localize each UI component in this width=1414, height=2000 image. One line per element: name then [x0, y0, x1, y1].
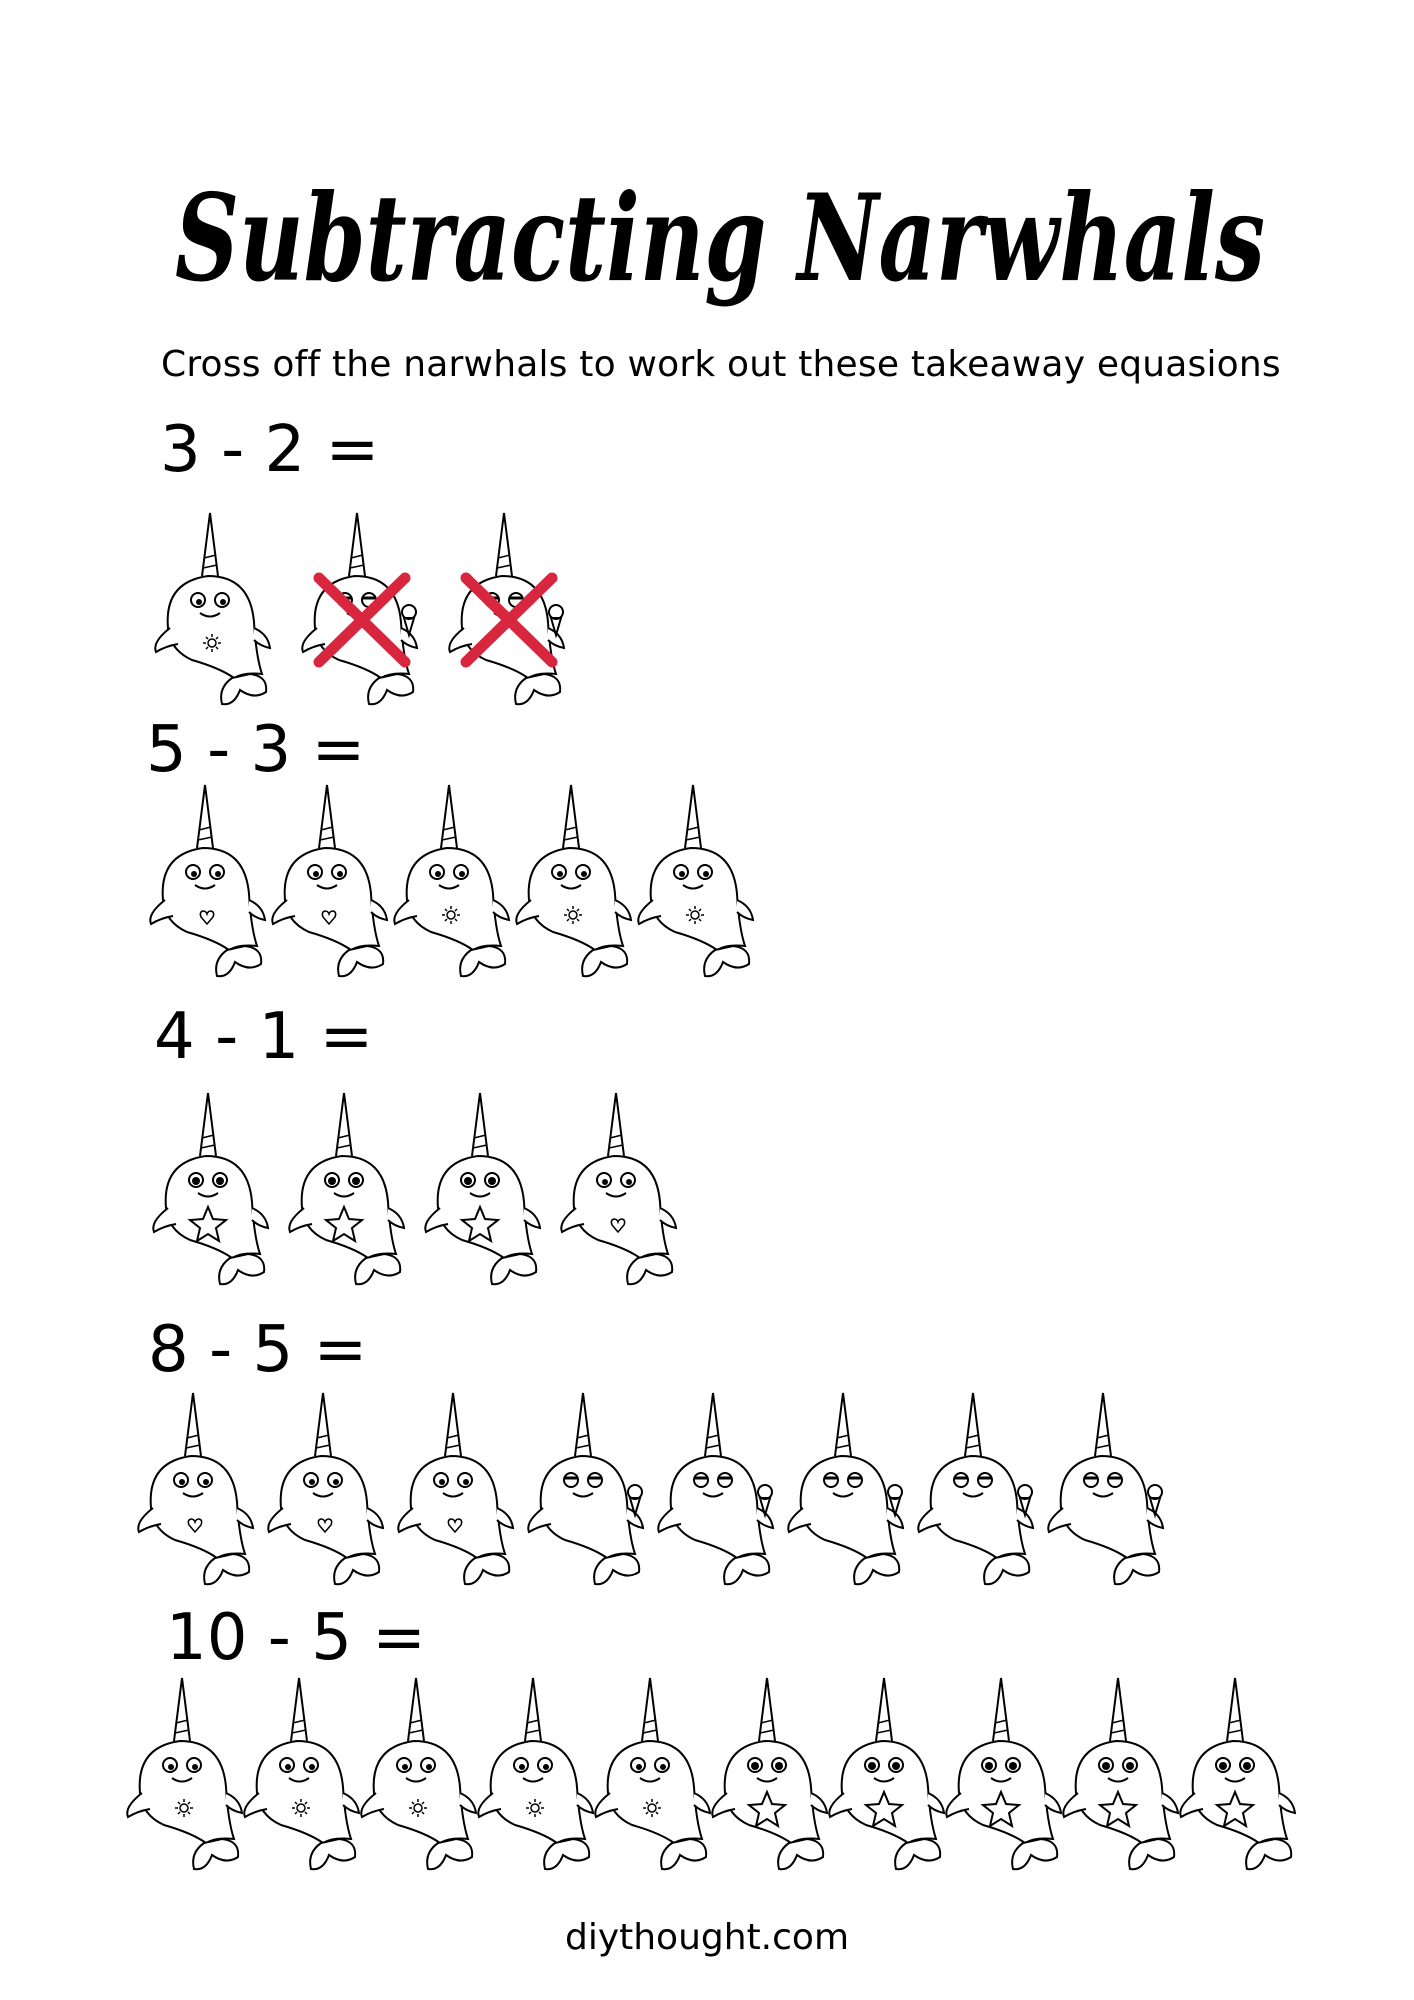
narwhal [824, 1675, 954, 1875]
narwhal [590, 1675, 720, 1875]
narwhal [150, 510, 280, 710]
narwhal [633, 782, 763, 982]
equation-1: 3 - 2 = [160, 413, 380, 487]
page-title [160, 150, 1280, 350]
page-title-text: Subtracting Narwhals [175, 168, 1265, 309]
equation-2: 5 - 3 = [146, 713, 366, 787]
narwhal [444, 510, 574, 710]
narwhal [389, 782, 519, 982]
narwhal [133, 1390, 263, 1590]
narwhal [1058, 1675, 1188, 1875]
narwhal [783, 1390, 913, 1590]
narwhal [393, 1390, 523, 1590]
narwhal [941, 1675, 1071, 1875]
narwhal [267, 782, 397, 982]
narwhal [297, 510, 427, 710]
footer-site: diythought.com [564, 1917, 850, 1958]
narwhal [420, 1090, 550, 1290]
narwhal [356, 1675, 486, 1875]
narwhal [122, 1675, 252, 1875]
narwhal [511, 782, 641, 982]
narwhal [707, 1675, 837, 1875]
equation-5: 10 - 5 = [166, 1601, 426, 1675]
narwhal [239, 1675, 369, 1875]
instructions: Cross off the narwhals to work out these takeaway equasions [161, 344, 1281, 385]
narwhal [913, 1390, 1043, 1590]
equation-3: 4 - 1 = [154, 1000, 374, 1074]
narwhal [145, 782, 275, 982]
narwhal [556, 1090, 686, 1290]
narwhal [1043, 1390, 1173, 1590]
narwhal [263, 1390, 393, 1590]
narwhal [653, 1390, 783, 1590]
narwhal [1175, 1675, 1305, 1875]
narwhal [473, 1675, 603, 1875]
narwhal [284, 1090, 414, 1290]
equation-4: 8 - 5 = [148, 1313, 368, 1387]
narwhal [523, 1390, 653, 1590]
narwhal [148, 1090, 278, 1290]
